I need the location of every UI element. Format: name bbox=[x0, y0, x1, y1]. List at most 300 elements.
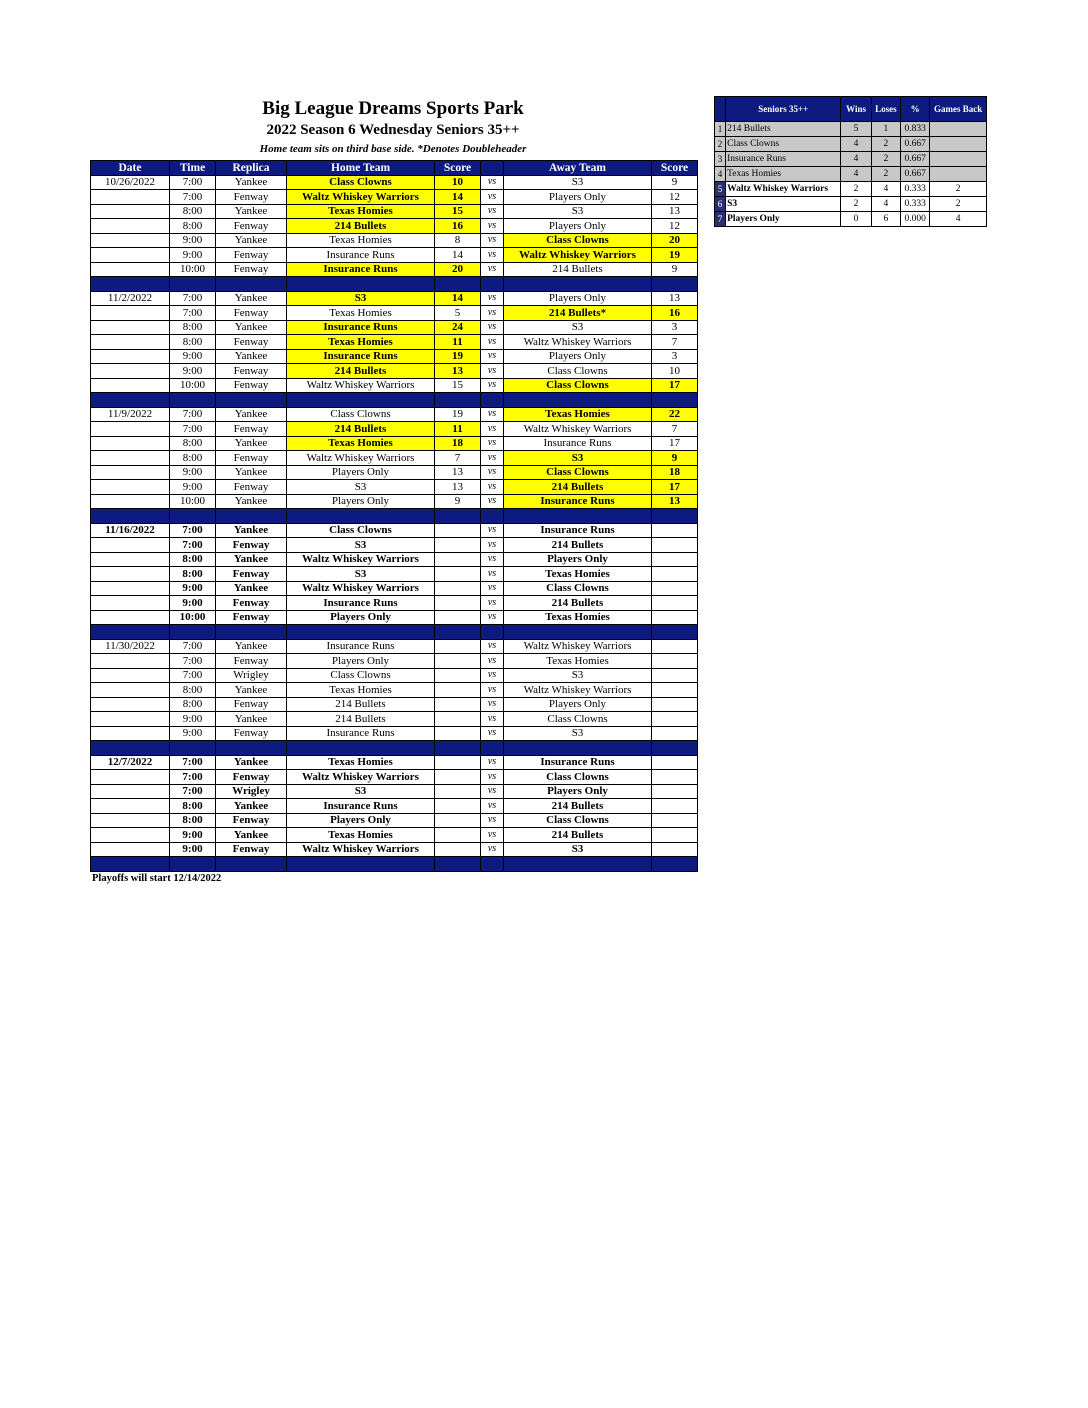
table-row bbox=[91, 799, 698, 814]
home-score bbox=[435, 523, 481, 538]
game-time: 9:00 bbox=[170, 349, 216, 364]
vs-label: vs bbox=[481, 306, 504, 321]
column-header-vs bbox=[481, 161, 504, 176]
standings-rank: 6 bbox=[715, 197, 726, 212]
separator-cell bbox=[504, 509, 652, 524]
separator-cell bbox=[287, 857, 435, 872]
home-team: Texas Homies bbox=[287, 233, 435, 248]
away-score bbox=[652, 770, 698, 785]
table-row bbox=[91, 596, 698, 611]
game-field: Fenway bbox=[216, 567, 287, 582]
vs-label: vs bbox=[481, 581, 504, 596]
home-team: Insurance Runs bbox=[287, 248, 435, 263]
home-score bbox=[435, 813, 481, 828]
vs-label: vs bbox=[481, 755, 504, 770]
home-score bbox=[435, 668, 481, 683]
game-date-empty bbox=[91, 538, 170, 553]
away-score: 12 bbox=[652, 219, 698, 234]
away-team: Insurance Runs bbox=[504, 755, 652, 770]
game-field: Fenway bbox=[216, 219, 287, 234]
game-field: Fenway bbox=[216, 480, 287, 495]
away-team: Insurance Runs bbox=[504, 523, 652, 538]
home-score: 13 bbox=[435, 364, 481, 379]
vs-label: vs bbox=[481, 233, 504, 248]
standings-header-rank bbox=[715, 97, 726, 122]
game-field: Yankee bbox=[216, 683, 287, 698]
game-time: 9:00 bbox=[170, 842, 216, 857]
game-field: Fenway bbox=[216, 654, 287, 669]
game-date-empty bbox=[91, 697, 170, 712]
table-row bbox=[91, 755, 698, 770]
home-team: Texas Homies bbox=[287, 204, 435, 219]
away-score bbox=[652, 712, 698, 727]
away-team: Players Only bbox=[504, 291, 652, 306]
home-team: S3 bbox=[287, 784, 435, 799]
home-score bbox=[435, 755, 481, 770]
game-time: 9:00 bbox=[170, 726, 216, 741]
away-team: S3 bbox=[504, 204, 652, 219]
home-score: 14 bbox=[435, 291, 481, 306]
away-team: Class Clowns bbox=[504, 770, 652, 785]
game-date-empty bbox=[91, 567, 170, 582]
table-row bbox=[91, 784, 698, 799]
standings-team: Players Only bbox=[726, 212, 841, 227]
separator-cell bbox=[170, 509, 216, 524]
separator-cell bbox=[652, 277, 698, 292]
game-date-empty bbox=[91, 451, 170, 466]
separator-cell bbox=[435, 625, 481, 640]
game-date-empty bbox=[91, 610, 170, 625]
away-team: 214 Bullets bbox=[504, 799, 652, 814]
home-team: Class Clowns bbox=[287, 407, 435, 422]
standings-games-back: 2 bbox=[930, 182, 987, 197]
away-team: S3 bbox=[504, 175, 652, 190]
standings-loses: 4 bbox=[871, 197, 900, 212]
game-time: 7:00 bbox=[170, 770, 216, 785]
home-score bbox=[435, 726, 481, 741]
game-time: 7:00 bbox=[170, 755, 216, 770]
separator-cell bbox=[435, 393, 481, 408]
game-date-empty bbox=[91, 233, 170, 248]
standings-row bbox=[715, 212, 987, 227]
away-score bbox=[652, 610, 698, 625]
table-row bbox=[91, 770, 698, 785]
table-row bbox=[91, 204, 698, 219]
away-score: 13 bbox=[652, 204, 698, 219]
away-team: 214 Bullets bbox=[504, 262, 652, 277]
standings-games-back: 4 bbox=[930, 212, 987, 227]
game-date: 10/26/2022 bbox=[91, 175, 170, 190]
standings-rank: 1 bbox=[715, 122, 726, 137]
game-date-empty bbox=[91, 494, 170, 509]
schedule-body bbox=[91, 175, 698, 871]
home-team: Texas Homies bbox=[287, 335, 435, 350]
away-score: 19 bbox=[652, 248, 698, 263]
home-team: 214 Bullets bbox=[287, 697, 435, 712]
game-date-empty bbox=[91, 219, 170, 234]
away-score bbox=[652, 828, 698, 843]
separator-cell bbox=[287, 393, 435, 408]
separator-cell bbox=[481, 393, 504, 408]
game-date-empty bbox=[91, 480, 170, 495]
home-score: 20 bbox=[435, 262, 481, 277]
home-team: Insurance Runs bbox=[287, 726, 435, 741]
home-score bbox=[435, 581, 481, 596]
separator-cell bbox=[91, 857, 170, 872]
standings-wins: 4 bbox=[841, 137, 871, 152]
separator-cell bbox=[91, 509, 170, 524]
game-time: 8:00 bbox=[170, 799, 216, 814]
table-row bbox=[91, 523, 698, 538]
game-field: Yankee bbox=[216, 523, 287, 538]
game-time: 7:00 bbox=[170, 306, 216, 321]
away-score: 12 bbox=[652, 190, 698, 205]
standings-row bbox=[715, 137, 987, 152]
standings-team: Waltz Whiskey Warriors bbox=[726, 182, 841, 197]
vs-label: vs bbox=[481, 770, 504, 785]
home-team: Players Only bbox=[287, 465, 435, 480]
away-team: Players Only bbox=[504, 190, 652, 205]
game-date-empty bbox=[91, 465, 170, 480]
table-row bbox=[91, 378, 698, 393]
game-date: 11/16/2022 bbox=[91, 523, 170, 538]
standings-row bbox=[715, 152, 987, 167]
table-row bbox=[91, 233, 698, 248]
standings-games-back bbox=[930, 122, 987, 137]
vs-label: vs bbox=[481, 726, 504, 741]
standings-header-games-back: Games Back bbox=[930, 97, 987, 122]
game-time: 9:00 bbox=[170, 581, 216, 596]
game-time: 8:00 bbox=[170, 335, 216, 350]
away-score bbox=[652, 538, 698, 553]
vs-label: vs bbox=[481, 480, 504, 495]
away-score: 9 bbox=[652, 262, 698, 277]
game-field: Fenway bbox=[216, 262, 287, 277]
game-date-empty bbox=[91, 248, 170, 263]
standings-header-wins: Wins bbox=[841, 97, 871, 122]
away-team: Players Only bbox=[504, 552, 652, 567]
away-score: 3 bbox=[652, 320, 698, 335]
game-field: Fenway bbox=[216, 610, 287, 625]
home-score: 15 bbox=[435, 204, 481, 219]
separator-cell bbox=[481, 741, 504, 756]
separator-cell bbox=[504, 741, 652, 756]
standings-games-back bbox=[930, 167, 987, 182]
home-score bbox=[435, 610, 481, 625]
away-team: Players Only bbox=[504, 349, 652, 364]
away-team: 214 Bullets bbox=[504, 538, 652, 553]
home-team: Texas Homies bbox=[287, 306, 435, 321]
game-field: Yankee bbox=[216, 639, 287, 654]
home-score: 9 bbox=[435, 494, 481, 509]
home-team: Insurance Runs bbox=[287, 262, 435, 277]
away-team: Texas Homies bbox=[504, 567, 652, 582]
home-team: Waltz Whiskey Warriors bbox=[287, 552, 435, 567]
away-score bbox=[652, 755, 698, 770]
table-row bbox=[91, 219, 698, 234]
vs-label: vs bbox=[481, 639, 504, 654]
game-time: 7:00 bbox=[170, 523, 216, 538]
away-team: S3 bbox=[504, 726, 652, 741]
table-row bbox=[91, 610, 698, 625]
home-score: 15 bbox=[435, 378, 481, 393]
vs-label: vs bbox=[481, 204, 504, 219]
schedule-header-row bbox=[91, 161, 698, 176]
away-team: Players Only bbox=[504, 697, 652, 712]
away-score: 13 bbox=[652, 291, 698, 306]
game-date-empty bbox=[91, 378, 170, 393]
separator-cell bbox=[91, 741, 170, 756]
table-row bbox=[91, 581, 698, 596]
game-field: Yankee bbox=[216, 175, 287, 190]
standings-loses: 4 bbox=[871, 182, 900, 197]
home-team: Waltz Whiskey Warriors bbox=[287, 581, 435, 596]
column-header-date: Date bbox=[91, 161, 170, 176]
standings-loses: 2 bbox=[871, 167, 900, 182]
game-time: 7:00 bbox=[170, 407, 216, 422]
game-date-empty bbox=[91, 262, 170, 277]
game-time: 8:00 bbox=[170, 552, 216, 567]
away-score: 7 bbox=[652, 422, 698, 437]
home-team: S3 bbox=[287, 291, 435, 306]
separator-cell bbox=[287, 741, 435, 756]
game-time: 10:00 bbox=[170, 378, 216, 393]
home-team: Waltz Whiskey Warriors bbox=[287, 451, 435, 466]
home-team: 214 Bullets bbox=[287, 219, 435, 234]
game-time: 8:00 bbox=[170, 204, 216, 219]
game-field: Fenway bbox=[216, 770, 287, 785]
game-field: Fenway bbox=[216, 364, 287, 379]
game-field: Fenway bbox=[216, 248, 287, 263]
home-score: 13 bbox=[435, 480, 481, 495]
game-time: 7:00 bbox=[170, 784, 216, 799]
home-score: 8 bbox=[435, 233, 481, 248]
away-score: 18 bbox=[652, 465, 698, 480]
vs-label: vs bbox=[481, 784, 504, 799]
standings-team: Class Clowns bbox=[726, 137, 841, 152]
game-date-empty bbox=[91, 204, 170, 219]
table-row bbox=[91, 654, 698, 669]
standings-rank: 5 bbox=[715, 182, 726, 197]
game-field: Fenway bbox=[216, 451, 287, 466]
home-score: 5 bbox=[435, 306, 481, 321]
home-team: Players Only bbox=[287, 494, 435, 509]
vs-label: vs bbox=[481, 828, 504, 843]
separator-cell bbox=[652, 857, 698, 872]
away-team: Players Only bbox=[504, 219, 652, 234]
game-date-empty bbox=[91, 712, 170, 727]
vs-label: vs bbox=[481, 494, 504, 509]
game-date-empty bbox=[91, 784, 170, 799]
table-row bbox=[91, 712, 698, 727]
table-row bbox=[91, 436, 698, 451]
vs-label: vs bbox=[481, 407, 504, 422]
separator-cell bbox=[216, 625, 287, 640]
away-team: Waltz Whiskey Warriors bbox=[504, 335, 652, 350]
page-subtitle: 2022 Season 6 Wednesday Seniors 35++ bbox=[266, 122, 520, 138]
home-score: 14 bbox=[435, 248, 481, 263]
away-team: Class Clowns bbox=[504, 813, 652, 828]
table-row bbox=[91, 828, 698, 843]
game-date-empty bbox=[91, 842, 170, 857]
table-row bbox=[91, 552, 698, 567]
table-row bbox=[91, 422, 698, 437]
separator-cell bbox=[170, 393, 216, 408]
away-score bbox=[652, 567, 698, 582]
separator-cell bbox=[435, 857, 481, 872]
game-date: 12/7/2022 bbox=[91, 755, 170, 770]
home-score bbox=[435, 712, 481, 727]
vs-label: vs bbox=[481, 335, 504, 350]
game-time: 8:00 bbox=[170, 813, 216, 828]
vs-label: vs bbox=[481, 567, 504, 582]
game-field: Yankee bbox=[216, 712, 287, 727]
away-team: Class Clowns bbox=[504, 712, 652, 727]
home-score bbox=[435, 639, 481, 654]
separator-cell bbox=[287, 625, 435, 640]
standings-pct: 0.833 bbox=[901, 122, 930, 137]
game-time: 9:00 bbox=[170, 480, 216, 495]
table-row bbox=[91, 262, 698, 277]
home-score: 11 bbox=[435, 422, 481, 437]
separator-cell bbox=[216, 393, 287, 408]
home-team: Texas Homies bbox=[287, 755, 435, 770]
standings-pct: 0.000 bbox=[901, 212, 930, 227]
game-time: 10:00 bbox=[170, 494, 216, 509]
vs-label: vs bbox=[481, 451, 504, 466]
game-date-empty bbox=[91, 349, 170, 364]
away-score: 9 bbox=[652, 175, 698, 190]
table-row bbox=[91, 668, 698, 683]
away-team: Waltz Whiskey Warriors bbox=[504, 422, 652, 437]
table-row bbox=[91, 451, 698, 466]
away-score: 20 bbox=[652, 233, 698, 248]
home-team: S3 bbox=[287, 538, 435, 553]
table-row bbox=[91, 726, 698, 741]
away-team: 214 Bullets bbox=[504, 596, 652, 611]
week-separator bbox=[91, 625, 698, 640]
vs-label: vs bbox=[481, 175, 504, 190]
table-row bbox=[91, 248, 698, 263]
game-time: 7:00 bbox=[170, 668, 216, 683]
away-team: Insurance Runs bbox=[504, 494, 652, 509]
game-time: 10:00 bbox=[170, 610, 216, 625]
home-score: 16 bbox=[435, 219, 481, 234]
separator-cell bbox=[652, 393, 698, 408]
schedule-table bbox=[90, 160, 698, 872]
standings-header-pct: % bbox=[901, 97, 930, 122]
separator-cell bbox=[287, 277, 435, 292]
table-row bbox=[91, 349, 698, 364]
vs-label: vs bbox=[481, 610, 504, 625]
standings-wins: 0 bbox=[841, 212, 871, 227]
away-score: 17 bbox=[652, 436, 698, 451]
vs-label: vs bbox=[481, 552, 504, 567]
home-score: 7 bbox=[435, 451, 481, 466]
table-row bbox=[91, 567, 698, 582]
standings-table bbox=[714, 96, 987, 227]
standings-rank: 2 bbox=[715, 137, 726, 152]
game-field: Yankee bbox=[216, 204, 287, 219]
table-row bbox=[91, 480, 698, 495]
away-score: 16 bbox=[652, 306, 698, 321]
standings-loses: 1 bbox=[871, 122, 900, 137]
home-team: S3 bbox=[287, 567, 435, 582]
home-team: Texas Homies bbox=[287, 436, 435, 451]
game-date: 11/2/2022 bbox=[91, 291, 170, 306]
separator-cell bbox=[91, 625, 170, 640]
away-score bbox=[652, 552, 698, 567]
separator-cell bbox=[216, 509, 287, 524]
game-date-empty bbox=[91, 422, 170, 437]
vs-label: vs bbox=[481, 668, 504, 683]
vs-label: vs bbox=[481, 842, 504, 857]
standings-team: S3 bbox=[726, 197, 841, 212]
home-team: Insurance Runs bbox=[287, 639, 435, 654]
vs-label: vs bbox=[481, 436, 504, 451]
home-score: 19 bbox=[435, 349, 481, 364]
vs-label: vs bbox=[481, 799, 504, 814]
away-team: S3 bbox=[504, 842, 652, 857]
home-score: 13 bbox=[435, 465, 481, 480]
game-time: 9:00 bbox=[170, 248, 216, 263]
game-field: Yankee bbox=[216, 581, 287, 596]
column-header-away-score: Score bbox=[652, 161, 698, 176]
home-score bbox=[435, 697, 481, 712]
away-score bbox=[652, 784, 698, 799]
vs-label: vs bbox=[481, 523, 504, 538]
game-field: Yankee bbox=[216, 291, 287, 306]
standings-rank: 3 bbox=[715, 152, 726, 167]
home-score: 14 bbox=[435, 190, 481, 205]
game-field: Fenway bbox=[216, 726, 287, 741]
home-team: Class Clowns bbox=[287, 175, 435, 190]
separator-cell bbox=[481, 277, 504, 292]
game-date-empty bbox=[91, 828, 170, 843]
home-score bbox=[435, 784, 481, 799]
home-team: 214 Bullets bbox=[287, 364, 435, 379]
vs-label: vs bbox=[481, 654, 504, 669]
standings-body bbox=[715, 122, 987, 227]
home-score bbox=[435, 596, 481, 611]
home-team: Texas Homies bbox=[287, 828, 435, 843]
game-time: 7:00 bbox=[170, 639, 216, 654]
standings-row bbox=[715, 122, 987, 137]
page-title: Big League Dreams Sports Park bbox=[262, 98, 524, 119]
game-field: Yankee bbox=[216, 552, 287, 567]
game-date-empty bbox=[91, 654, 170, 669]
game-time: 8:00 bbox=[170, 697, 216, 712]
home-team: Insurance Runs bbox=[287, 596, 435, 611]
game-field: Fenway bbox=[216, 813, 287, 828]
table-row bbox=[91, 320, 698, 335]
game-field: Fenway bbox=[216, 335, 287, 350]
game-date-empty bbox=[91, 596, 170, 611]
week-separator bbox=[91, 393, 698, 408]
separator-cell bbox=[91, 277, 170, 292]
game-field: Yankee bbox=[216, 233, 287, 248]
game-date-empty bbox=[91, 726, 170, 741]
separator-cell bbox=[170, 741, 216, 756]
table-row bbox=[91, 335, 698, 350]
home-team: S3 bbox=[287, 480, 435, 495]
away-team: 214 Bullets bbox=[504, 828, 652, 843]
separator-cell bbox=[435, 509, 481, 524]
separator-cell bbox=[435, 277, 481, 292]
standings-pct: 0.667 bbox=[901, 152, 930, 167]
away-team: Class Clowns bbox=[504, 581, 652, 596]
vs-label: vs bbox=[481, 378, 504, 393]
